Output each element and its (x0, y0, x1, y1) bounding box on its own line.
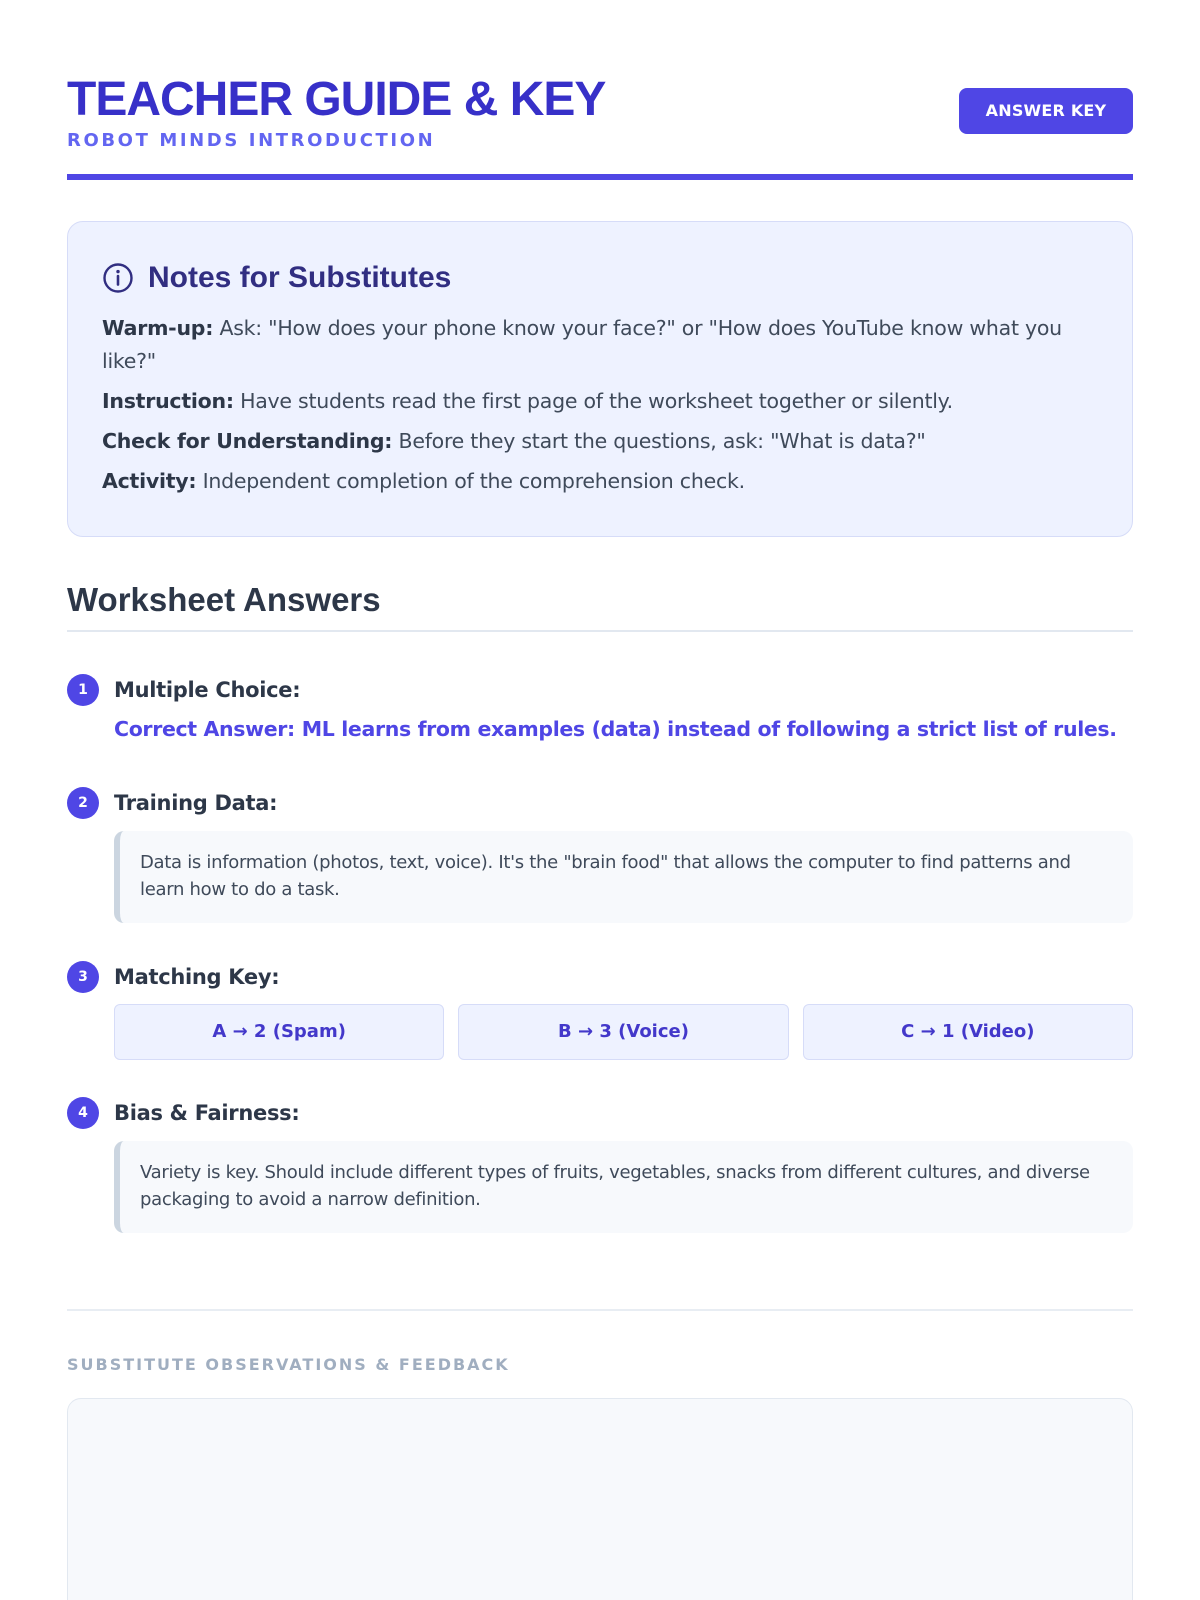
question-number-badge: 3 (67, 961, 99, 993)
question-1 (67, 674, 1133, 744)
match-cell-b: B → 3 (Voice) (458, 1004, 788, 1060)
note-text: Have students read the first page of the worksheet together or silently. (233, 389, 953, 413)
note-label: Check for Understanding: (102, 429, 393, 453)
note-text: Before they start the questions, ask: "What is data?" (392, 429, 926, 453)
question-number-badge: 2 (67, 787, 99, 819)
note-text: Ask: "How does your phone know your face?" or "How does YouTube know what you like?" (102, 316, 1062, 373)
feedback-input-area[interactable] (67, 1398, 1133, 1600)
question-2 (67, 787, 1133, 923)
notes-header (102, 258, 1098, 298)
question-label: Training Data: (114, 791, 278, 815)
info-icon (102, 262, 134, 294)
note-label: Warm-up: (102, 316, 214, 340)
footer-divider (67, 1309, 1133, 1311)
question-label: Bias & Fairness: (114, 1101, 300, 1125)
matching-key-row (114, 1004, 1133, 1060)
answer-key-badge: ANSWER KEY (959, 88, 1133, 134)
note-label: Instruction: (102, 389, 234, 413)
answer-quote-box: Data is information (photos, text, voice). It's the "brain food" that allows the computer to find patterns and learn how to do a task. (114, 831, 1133, 923)
note-check-understanding (102, 425, 1098, 458)
question-4 (67, 1097, 1133, 1233)
question-number-badge: 4 (67, 1097, 99, 1129)
question-label: Multiple Choice: (114, 678, 301, 702)
page-subtitle: ROBOT MINDS INTRODUCTION (67, 130, 436, 151)
match-cell-c: C → 1 (Video) (803, 1004, 1133, 1060)
page-header (67, 68, 1133, 180)
page-title: TEACHER GUIDE & KEY (67, 73, 606, 126)
note-activity (102, 465, 1098, 498)
note-text: Independent completion of the comprehension check. (196, 469, 745, 493)
note-warm-up (102, 312, 1098, 378)
substitute-notes-box (67, 221, 1133, 537)
match-cell-a: A → 2 (Spam) (114, 1004, 444, 1060)
note-instruction (102, 385, 1098, 418)
question-label: Matching Key: (114, 965, 280, 989)
question-3 (67, 961, 1133, 1061)
correct-answer-text: Correct Answer: ML learns from examples (data) instead of following a strict list of rules. (114, 717, 1117, 741)
note-label: Activity: (102, 469, 197, 493)
answer-quote-box: Variety is key. Should include different types of fruits, vegetables, snacks from different cultures, and diverse packaging to avoid a narrow definition. (114, 1141, 1133, 1233)
worksheet-answers-heading: Worksheet Answers (67, 580, 1133, 632)
question-number-badge: 1 (67, 674, 99, 706)
feedback-label: SUBSTITUTE OBSERVATIONS & FEEDBACK (67, 1355, 510, 1374)
notes-title: Notes for Substitutes (148, 261, 452, 294)
